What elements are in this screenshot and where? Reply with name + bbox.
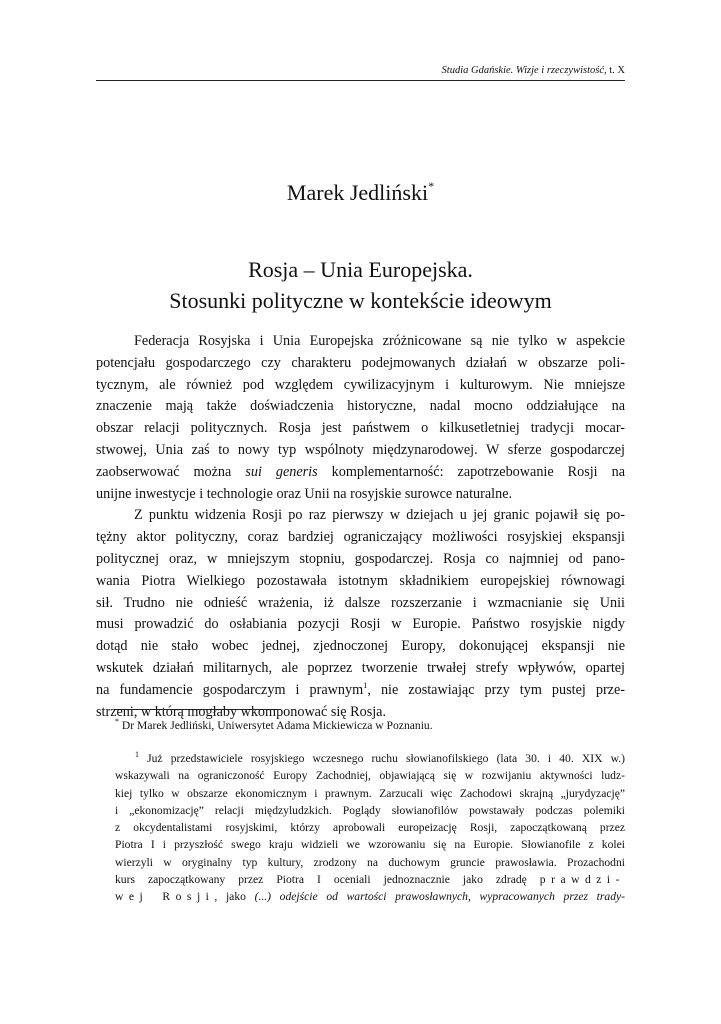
title-line-2: Stosunki polityczne w kontekście ideowym xyxy=(169,288,552,313)
body-line: Z punktu widzenia Rosji po raz pierwszy w dziejach u jej granic pojawił się po- xyxy=(134,507,625,524)
body-line xyxy=(96,680,625,702)
footnote-line: i „ekonomizację” relacji międzyludzkich. Poglądy słowianofilów powstawały podczas polemiki xyxy=(115,803,625,817)
body-line: wskutek działań militarnych, ale poprzez tworzenie trwałej strefy wpływów, opartej xyxy=(96,659,625,676)
paragraph-2 xyxy=(96,505,625,723)
body-line: tycznym, ale również pod względem cywilizacyjnym i kulturowym. Nie mniejsze xyxy=(96,376,625,393)
text-run: na fundamencie gospodarczym i prawnym xyxy=(96,681,364,698)
spaced-text: wej Rosji xyxy=(115,890,215,904)
header-rule xyxy=(96,80,625,81)
article-title xyxy=(96,254,625,316)
body-line: potencjału gospodarczego czy charakteru podejmowanych działań w obszarze poli- xyxy=(96,354,625,371)
body-line: wania Piotra Wielkiego pozostawała istotnym składnikiem europejskiej równowagi xyxy=(96,572,625,589)
body-line: dotąd nie stało wobec jednej, zjednoczonej Europy, dokonującej ekspansji nie xyxy=(96,638,625,655)
text-run: zaobserwować można xyxy=(96,463,232,480)
body-line: unijne inwestycje i technologie oraz Unii na rosyjskie surowce naturalne. xyxy=(96,485,513,502)
title-line-1: Rosja – Unia Europejska. xyxy=(248,257,473,282)
body-line: znaczenie mają także doświadczenia historyczne, nadal mocno oddziałujące na xyxy=(96,398,625,415)
body-line: Federacja Rosyjska i Unia Europejska zróżnicowane są nie tylko w aspekcie xyxy=(134,333,625,349)
running-head xyxy=(96,64,625,77)
body-line: sił. Trudno nie odnieść wrażenia, iż dalsze rozszerzanie i wzmacnianie się Unii xyxy=(96,594,625,611)
text-run: komplementarność: zapotrzebowanie Rosji na xyxy=(331,463,625,480)
footnote-line: wskazywali na ograniczoność Europy Zachodniej, objawiającą się w rozwijaniu aktywności ludz- xyxy=(115,769,625,783)
footnote-line xyxy=(115,871,625,888)
body-line: stwowej, Unia zaś to nowy typ wspólnoty międzynarodowej. W sferze gospodarczej xyxy=(96,441,625,458)
spaced-text: prawdzi- xyxy=(539,873,625,887)
footnote-1 xyxy=(115,750,625,906)
footnote-line: z okcydentalistami rosyjskimi, którzy aprobowali europeizację Rosji, zapoczątkowaną przez xyxy=(115,821,625,835)
volume-label: t. X xyxy=(609,65,625,76)
text-run: kurs zapoczątkowany przez Piotra I oceniali jednoznacznie jako zdradę xyxy=(115,873,527,887)
body-line xyxy=(96,462,625,484)
footnote-line: Piotra I i przyszłość swego kraju widzieli we wzorowaniu się na Europie. Słowianofile z kolei xyxy=(115,838,625,852)
article-author xyxy=(96,178,625,208)
body-line: obszar relacji politycznych. Rosja jest państwem o kilkusetletniej tradycji mocar- xyxy=(96,420,625,437)
paragraph-1 xyxy=(96,331,625,505)
italic-term: sui generis xyxy=(245,463,318,480)
body-line: strzeni, w którą mogłaby wkomponować się Rosja. xyxy=(96,703,386,720)
footnote-author xyxy=(115,717,625,734)
footnote-line xyxy=(115,750,625,767)
italic-quote: (...) odejście od wartości prawosławnych, wypracowanych przez trady- xyxy=(254,890,626,904)
journal-title: Studia Gdańskie. Wizje i rzeczywistość, xyxy=(441,65,607,76)
footnote-text: Dr Marek Jedliński, Uniwersytet Adama Mickiewicza w Poznaniu. xyxy=(121,719,433,732)
footnote-mark: * xyxy=(115,717,119,726)
text-run: , jako xyxy=(214,890,246,904)
text-run: Już przedstawiciele rosyjskiego wczesnego ruchu słowianofilskiego (lata 30. i 40. XIX w.) xyxy=(147,752,625,765)
footnote-rule xyxy=(115,709,281,710)
body-line: politycznej oraz, w mniejszym stopniu, gospodarczej. Rosja co najmniej od pano- xyxy=(96,550,625,567)
text-run: , nie zostawiając przy tym pustej prze- xyxy=(367,681,625,698)
body-line: tężny aktor polityczny, coraz bardziej ograniczający możliwości rosyjskiej ekspansji xyxy=(96,529,625,546)
article-body xyxy=(96,331,625,723)
footnote-line: kiej tylko w obszarze ekonomicznym i prawnym. Zarzucali więc Zachodowi skrajną „jurydyzację” xyxy=(115,786,625,800)
body-line: musi prowadzić do osłabiania pozycji Rosji w Europie. Państwo rosyjskie nigdy xyxy=(96,616,625,633)
footnote-mark: 1 xyxy=(135,750,139,759)
footnote-line xyxy=(115,888,625,905)
footnote-line: wierzyli w oryginalny typ kultury, zrodzony na duchowym gruncie prawosławia. Prozachodni xyxy=(115,855,625,869)
footnote-ref-1[interactable]: 1 xyxy=(363,679,368,690)
author-footnote-mark: * xyxy=(428,179,435,193)
author-name: Marek Jedliński xyxy=(286,180,429,205)
